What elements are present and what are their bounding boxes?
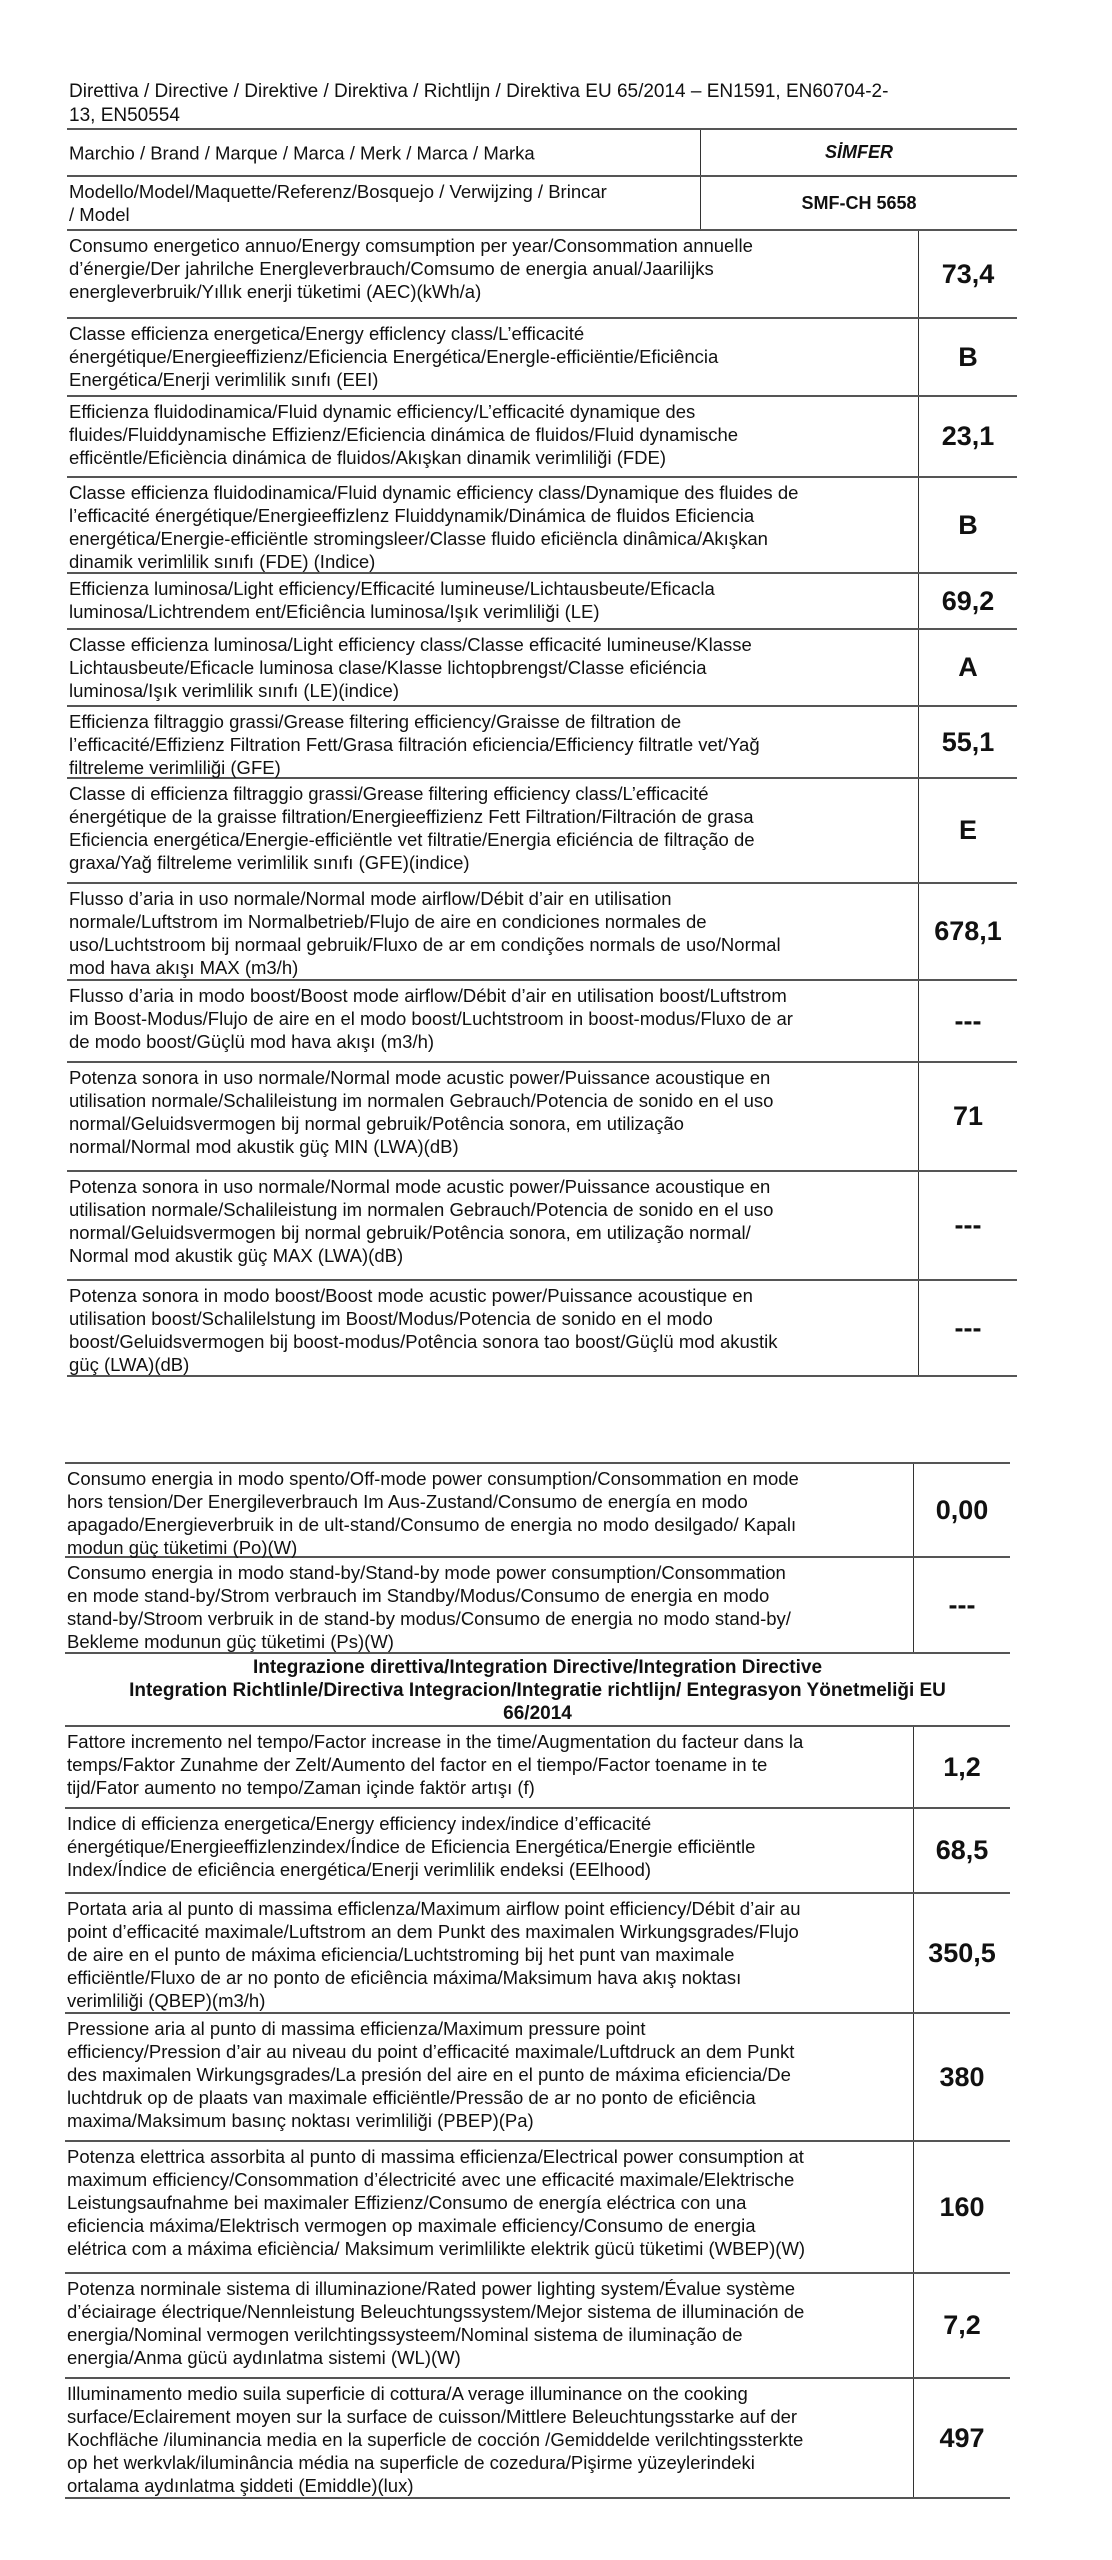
label-line: Integrazione direttiva/Integration Directive/Integration Directive bbox=[252, 1657, 823, 1678]
label-line: / Model bbox=[69, 204, 130, 225]
row-value: --- bbox=[918, 1172, 1017, 1279]
label-line: mod hava akışı MAX (m3/h) bbox=[69, 957, 299, 978]
label-line: Potenza sonora in uso normale/Normal mode acustic power/Puissance acoustique en bbox=[69, 1176, 771, 1197]
label-line: de modo boost/Güçlü mod hava akışı (m3/h) bbox=[69, 1031, 435, 1052]
table-row bbox=[67, 884, 1017, 981]
label-line: Indice di efficienza energetica/Energy efficiency index/indice d’efficacité bbox=[67, 1813, 652, 1834]
label-line: Classe efficienza luminosa/Light efficiency class/Classe efficacité lumineuse/Klasse bbox=[69, 634, 752, 655]
label-line: normal/Geluidsvermogen bij normal gebruik/Potência sonora, em utilização normal/ bbox=[69, 1222, 751, 1243]
label-line: en mode stand-by/Strom verbrauch im Standby/Modus/Consumo de energia en modo bbox=[67, 1585, 770, 1606]
label-line: Classe efficienza fluidodinamica/Fluid dynamic efficiency class/Dynamique des fluides de bbox=[69, 482, 799, 503]
label-line: dinamik verimlilik sınıfı (FDE) (Indice) bbox=[69, 551, 376, 572]
row-label bbox=[67, 1730, 803, 1799]
specs-table-1 bbox=[67, 128, 1017, 1375]
row-value: --- bbox=[918, 1281, 1017, 1375]
label-line: stand-by/Stroom verbruik in de stand-by modus/Consumo de energia no modo stand-by/ bbox=[67, 1608, 791, 1629]
label-line: efficëntle/Eficiència dinámica de fluidos/Akışkan dinamik verimliliği (FDE) bbox=[69, 447, 667, 468]
label-line: im Boost-Modus/Flujo de aire en el modo boost/Luchtstroom in boost-modus/Fluxo de ar bbox=[69, 1008, 793, 1029]
row-label bbox=[67, 1812, 755, 1881]
row-label bbox=[69, 180, 607, 226]
label-line: Potenza elettrica assorbita al punto di massima efficienza/Electrical power consumption at bbox=[67, 2146, 804, 2167]
label-line: filtreleme verimliliği (GFE) bbox=[69, 757, 281, 778]
label-line: Eficiencia energética/Energie-efficiëntle vet filtratie/Energia eficiéncia de filtração de bbox=[69, 829, 755, 850]
label-line: energia/Nominal vermogen verilchtingssysteem/Nominal sistema de iluminação de bbox=[67, 2324, 743, 2345]
label-line: surface/Eclairement moyen sur la surface de cuisson/Mittlere Beleuchtungsstarke auf der bbox=[67, 2406, 798, 2427]
label-line: Bekleme modunun güç tüketimi (Ps)(W) bbox=[67, 1631, 394, 1652]
directive-title-line: 13, EN50554 bbox=[69, 105, 180, 126]
label-line: Efficienza filtraggio grassi/Grease filtering efficiency/Graisse de filtration de bbox=[69, 711, 682, 732]
label-line: modun güç tüketimi (Po)(W) bbox=[67, 1537, 298, 1558]
row-label bbox=[69, 322, 718, 391]
label-line: Illuminamento medio suila superficie di cottura/A verage illuminance on the cooking bbox=[67, 2383, 748, 2404]
label-line: Potenza sonora in uso normale/Normal mode acustic power/Puissance acoustique en bbox=[69, 1067, 771, 1088]
label-line: Fattore incremento nel tempo/Factor increase in the time/Augmentation du facteur dans la bbox=[67, 1731, 804, 1752]
table-row bbox=[65, 2142, 1010, 2274]
label-line: efficiency/Pression d’air au niveau du point d’efficacité maximale/Luftdruck an dem Punkt bbox=[67, 2041, 795, 2062]
table-row bbox=[65, 1894, 1010, 2014]
label-line: Energética/Enerji verimlilik sınıfı (EEI) bbox=[69, 369, 379, 390]
row-value: 55,1 bbox=[918, 707, 1017, 777]
table-row bbox=[65, 1809, 1010, 1894]
section-header bbox=[65, 1656, 1010, 1725]
row-label bbox=[69, 141, 535, 164]
label-line: Potenza norminale sistema di illuminazione/Rated power lighting system/Évalue système bbox=[67, 2278, 796, 2299]
row-value: 23,1 bbox=[918, 397, 1017, 476]
row-label bbox=[69, 577, 715, 623]
label-line: Consumo energetico annuo/Energy comsumption per year/Consommation annuelle bbox=[69, 235, 753, 256]
label-line: énergétique de la graisse filtration/Energieeffizienz Fett Filtration/Filtración de grasa bbox=[69, 806, 754, 827]
label-line: luchtdruk op de plaats van maximale efficiëntle/Pressão de ar no ponto de eficiência bbox=[67, 2087, 756, 2108]
row-label bbox=[69, 984, 793, 1053]
label-line: énergétique/Energieeffizlenzindex/Índice de Eficiencia Energética/Energie efficiëntle bbox=[67, 1836, 756, 1857]
row-label bbox=[69, 400, 738, 469]
specs-table-2 bbox=[65, 1462, 1010, 2496]
model-value: SMF-CH 5658 bbox=[700, 177, 1017, 229]
row-label bbox=[69, 782, 755, 874]
row-value: 69,2 bbox=[918, 574, 1017, 628]
label-line: Flusso d’aria in uso normale/Normal mode airflow/Débit d’air en utilisation bbox=[69, 888, 672, 909]
table-row bbox=[65, 2014, 1010, 2142]
table-row bbox=[67, 779, 1017, 884]
label-line: Normal mod akustik güç MAX (LWA)(dB) bbox=[69, 1245, 404, 1266]
table-row bbox=[67, 574, 1017, 630]
label-line: apagado/Energieverbruik in de ult-stand/Consumo de energia no modo desilgado/ Kapalı bbox=[67, 1514, 797, 1535]
row-value: 350,5 bbox=[913, 1894, 1010, 2012]
table-row bbox=[65, 2274, 1010, 2379]
label-line: Integration Richtlinle/Directiva Integracion/Integratie richtlijn/ Entegrasyon Yönetmeliği EU bbox=[129, 1680, 946, 1701]
label-line: elétrica com a máxima eficiència/ Maksimum verimlilikte elektrik gücü tüketimi (WBEP)(W) bbox=[67, 2238, 806, 2259]
label-line: Efficienza fluidodinamica/Fluid dynamic efficiency/L’efficacité dynamique des bbox=[69, 401, 696, 422]
row-value: E bbox=[918, 779, 1017, 882]
label-line: normal/Normal mod akustik güç MIN (LWA)(dB) bbox=[69, 1136, 459, 1157]
row-label bbox=[67, 2382, 803, 2497]
label-line: normale/Luftstrom im Normalbetrieb/Flujo de aire en condiciones normales de bbox=[69, 911, 707, 932]
table-row bbox=[67, 397, 1017, 478]
label-line: 66/2014 bbox=[503, 1703, 572, 1724]
label-line: l’efficacité énergétique/Energieeffizlenz Fluiddynamik/Dinámica de fluidos Eficiencia bbox=[69, 505, 755, 526]
label-line: utilisation normale/Schalileistung im normalen Gebrauch/Potencia de sonido en el uso bbox=[69, 1090, 774, 1111]
label-line: energleverbruik/Yıllık enerji tüketimi (AEC)(kWh/a) bbox=[69, 281, 482, 302]
label-line: maxima/Maksimum basınç noktası verimliliği (PBEP)(Pa) bbox=[67, 2110, 534, 2131]
brand-value: SİMFER bbox=[700, 130, 1017, 175]
label-line: Classe di efficienza filtraggio grassi/Grease filtering efficiency class/L’efficacité bbox=[69, 783, 709, 804]
row-value: 380 bbox=[913, 2014, 1010, 2140]
table-row bbox=[67, 981, 1017, 1063]
label-line: l’efficacité/Effizienz Filtration Fett/Grasa filtración eficiencia/Efficiency filtratle vet/Yağ bbox=[69, 734, 760, 755]
table-row bbox=[67, 231, 1017, 319]
label-line: utilisation boost/Schalilelstung im Boost/Modus/Potencia de sonido en el modo bbox=[69, 1308, 713, 1329]
row-value: 0,00 bbox=[913, 1464, 1010, 1556]
table-row bbox=[67, 130, 1017, 177]
table-row bbox=[65, 1558, 1010, 1654]
row-label bbox=[69, 633, 752, 702]
label-line: Classe efficienza energetica/Energy efficlency class/L’efficacité bbox=[69, 323, 585, 344]
directive-title bbox=[69, 80, 888, 128]
label-line: des maximalen Wirkungsgrades/La presión del aire en el punto de máxima eficiencia/De bbox=[67, 2064, 791, 2085]
table-row bbox=[67, 478, 1017, 574]
label-line: Lichtausbeute/Eficacle luminosa clase/Klasse lichtopbrengst/Classe eficiéncia bbox=[69, 657, 707, 678]
table-row bbox=[67, 1063, 1017, 1172]
row-label bbox=[69, 887, 781, 979]
label-line: uso/Luchtstroom bij normaal gebruik/Fluxo de ar em condições normals de uso/Normal bbox=[69, 934, 781, 955]
label-line: Kochfläche /iluminancia media en la superficle de cocción /Gemiddelde verilchtingssterkte bbox=[67, 2429, 804, 2450]
label-line: Consumo energia in modo spento/Off-mode power consumption/Consommation en mode bbox=[67, 1468, 799, 1489]
label-line: Efficienza luminosa/Light efficiency/Efficacité lumineuse/Lichtausbeute/Eficacla bbox=[69, 578, 715, 599]
label-line: Pressione aria al punto di massima efficienza/Maximum pressure point bbox=[67, 2018, 646, 2039]
row-label bbox=[67, 2017, 794, 2132]
row-label bbox=[69, 481, 798, 573]
label-line: verimliliği (QBEP)(m3/h) bbox=[67, 1990, 266, 2011]
label-line: op het werkvlak/iluminância média na superficle de cozedura/Pişirme yüzeylerindeki bbox=[67, 2452, 755, 2473]
table-row bbox=[67, 630, 1017, 707]
table-row bbox=[67, 1281, 1017, 1377]
table-row bbox=[67, 1172, 1017, 1281]
label-line: d’éciairage électrique/Nennleistung Beleuchtungssystem/Mejor sistema de illuminación de bbox=[67, 2301, 805, 2322]
row-label bbox=[67, 1897, 801, 2012]
row-label bbox=[69, 710, 760, 779]
table-row bbox=[65, 1464, 1010, 1558]
row-value: 497 bbox=[913, 2379, 1010, 2497]
row-value: 678,1 bbox=[918, 884, 1017, 979]
label-line: fluides/Fluiddynamische Effizienz/Eficiencia dinámica de fluidos/Fluid dynamische bbox=[69, 424, 739, 445]
directive-title-line: Direttiva / Directive / Direktive / Direktiva / Richtlijn / Direktiva EU 65/2014 – EN1591, EN60704-2- bbox=[69, 81, 889, 102]
label-line: energética/Energie-efficiëntle stromingsleer/Classe fluido eficiëncla dinâmica/Akışkan bbox=[69, 528, 768, 549]
section-header-row bbox=[65, 1654, 1010, 1727]
row-value: 71 bbox=[918, 1063, 1017, 1170]
label-line: énergétique/Energieeffizienz/Eficiencia Energética/Energle-efficiëntie/Eficiência bbox=[69, 346, 719, 367]
row-value: 7,2 bbox=[913, 2274, 1010, 2377]
label-line: hors tension/Der Energileverbrauch Im Aus-Zustand/Consumo de energía en modo bbox=[67, 1491, 748, 1512]
label-line: Modello/Model/Maquette/Referenz/Bosquejo / Verwijzing / Brincar bbox=[69, 181, 607, 202]
label-line: Portata aria al punto di massima efficlenza/Maximum airflow point efficiency/Débit d’air au bbox=[67, 1898, 801, 1919]
row-label bbox=[69, 234, 753, 303]
label-line: temps/Faktor Zunahme der Zelt/Aumento del factor en el tiempo/Factor toename in te bbox=[67, 1754, 768, 1775]
label-line: luminosa/Işık verimlilik sınıfı (LE)(indice) bbox=[69, 680, 399, 701]
row-label bbox=[67, 2145, 805, 2260]
row-label bbox=[69, 1284, 778, 1376]
table-row bbox=[67, 707, 1017, 779]
label-line: efficiëntle/Fluxo de ar no ponto de eficiência máxima/Maksimum hava akış noktası bbox=[67, 1967, 742, 1988]
label-line: utilisation normale/Schalileistung im normalen Gebrauch/Potencia de sonido en el uso bbox=[69, 1199, 774, 1220]
table-row bbox=[67, 177, 1017, 231]
row-value: 73,4 bbox=[918, 231, 1017, 317]
row-label bbox=[67, 1561, 791, 1653]
row-value: 1,2 bbox=[913, 1727, 1010, 1807]
row-label bbox=[67, 1467, 799, 1559]
label-line: güç (LWA)(dB) bbox=[69, 1354, 190, 1375]
label-line: Leistungsaufnahme bei maximaler Effizienz/Consumo de energía eléctrica con una bbox=[67, 2192, 747, 2213]
row-value: 68,5 bbox=[913, 1809, 1010, 1892]
label-line: de aire en el punto de máxima eficiencia/Luchtstroming bij het punt van maximale bbox=[67, 1944, 735, 1965]
row-value: 160 bbox=[913, 2142, 1010, 2272]
row-label bbox=[69, 1175, 773, 1267]
label-line: Flusso d’aria in modo boost/Boost mode airflow/Débit d’air en utilisation boost/Luftstrom bbox=[69, 985, 787, 1006]
row-label bbox=[69, 1066, 773, 1158]
label-line: maximum efficiency/Consommation d’électricité avec une efficacité maximale/Elektrische bbox=[67, 2169, 795, 2190]
label-line: d’énergie/Der jahrilche Energleverbrauch/Comsumo de energia anual/Jaarilijks bbox=[69, 258, 714, 279]
label-line: normal/Geluidsvermogen bij normal gebruik/Potência sonora, em utilização bbox=[69, 1113, 684, 1134]
row-value: B bbox=[918, 478, 1017, 572]
label-line: energia/Anma gücü aydınlatma sistemi (WL)(W) bbox=[67, 2347, 461, 2368]
row-value: --- bbox=[913, 1558, 1010, 1652]
label-line: Consumo energia in modo stand-by/Stand-by mode power consumption/Consommation bbox=[67, 1562, 786, 1583]
label-line: Marchio / Brand / Marque / Marca / Merk / Marca / Marka bbox=[69, 142, 535, 163]
label-line: tijd/Fator aumento no tempo/Zaman içinde faktör artışı (f) bbox=[67, 1777, 535, 1798]
table-row bbox=[65, 1727, 1010, 1809]
row-label bbox=[67, 2277, 804, 2369]
table-row bbox=[67, 319, 1017, 397]
label-line: boost/Geluidsvermogen bij boost-modus/Potência sonora tao boost/Güçlü mod akustik bbox=[69, 1331, 778, 1352]
label-line: ortalama aydınlatma şiddeti (Emiddle)(lux) bbox=[67, 2475, 414, 2496]
label-line: Index/Índice de eficiência energética/Enerji verimlilik endeksi (EElhood) bbox=[67, 1859, 652, 1880]
row-value: --- bbox=[918, 981, 1017, 1061]
label-line: Potenza sonora in modo boost/Boost mode acustic power/Puissance acoustique en bbox=[69, 1285, 753, 1306]
label-line: luminosa/Lichtrendem ent/Eficiência luminosa/Işık verimliliği (LE) bbox=[69, 601, 600, 622]
row-value: B bbox=[918, 319, 1017, 395]
label-line: graxa/Yağ filtreleme verimlilik sınıfı (GFE)(indice) bbox=[69, 852, 470, 873]
label-line: point d’efficacité maximale/Luftstrom an dem Punkt des maximalen Wirkungsgrades/Flujo bbox=[67, 1921, 799, 1942]
row-value: A bbox=[918, 630, 1017, 705]
table-row bbox=[65, 2379, 1010, 2499]
label-line: eficiencia máxima/Elektrisch vermogen op maximale efficiency/Consumo de energia bbox=[67, 2215, 756, 2236]
